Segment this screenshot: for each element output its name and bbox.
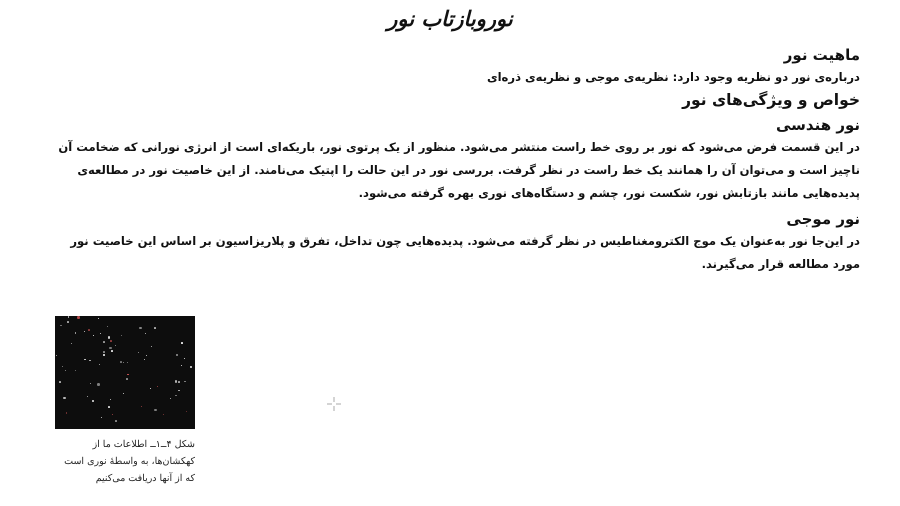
star-dot: [120, 361, 122, 363]
star-dot: [154, 327, 156, 329]
star-dot: [111, 350, 113, 352]
heading-geometric-light: نور هندسی: [775, 116, 860, 134]
star-dot: [92, 400, 95, 403]
star-dot: [109, 347, 112, 350]
star-dot: [110, 399, 111, 400]
page-title: نوروبازتاب نور: [387, 6, 513, 31]
star-dot: [108, 336, 111, 339]
star-dot: [127, 362, 128, 363]
star-dot: [123, 393, 125, 395]
star-dot: [97, 383, 100, 386]
star-dot: [59, 381, 61, 383]
star-dot: [139, 327, 142, 330]
star-dot: [63, 397, 66, 400]
star-dot: [100, 333, 101, 334]
star-dot: [186, 411, 187, 412]
star-dot: [141, 406, 142, 407]
star-dot: [75, 370, 76, 371]
star-dot: [87, 396, 89, 398]
star-dot: [98, 318, 99, 319]
star-dot: [184, 381, 186, 383]
star-dot: [107, 326, 108, 327]
paragraph-geometric-line-1: در این قسمت فرض می‌شود که نور بر روی خط راست منتشر می‌شود. منظور از یک پرتوی نور، باریکه‌ای است از انرژی نورانی که ضخامت آن: [58, 140, 860, 154]
paragraph-wave-line-2: مورد مطالعه قرار می‌گیرند.: [701, 257, 860, 271]
paragraph-wave-line-1: در این‌جا نور به‌عنوان یک موج الکترومغناطیس در نظر گرفته می‌شود. پدیده‌هایی چون تداخل، تفرق و پلاریزاسیون بر اساس این خاصیت نور: [70, 234, 860, 248]
heading-light-properties: خواص و ویژگی‌های نور: [682, 91, 860, 109]
star-dot: [103, 351, 105, 353]
star-dot: [145, 333, 146, 334]
star-dot: [175, 395, 177, 397]
star-dot: [66, 412, 68, 414]
star-dot: [123, 362, 125, 364]
star-dot: [115, 345, 117, 347]
star-dot: [181, 365, 182, 366]
paragraph-geometric-line-3: پدیده‌هایی مانند بازتابش نور، شکست نور، چشم و دستگاه‌های نوری بهره گرفته می‌شود.: [358, 186, 860, 200]
caption-line-2: کهکشان‌ها، به واسطهٔ نوری است: [64, 456, 195, 467]
star-dot: [103, 341, 105, 343]
star-dot: [88, 329, 90, 331]
caption-line-1: شکل ۴ــ۱ــ اطلاعات ما از: [92, 439, 195, 450]
star-dot: [67, 321, 69, 323]
galaxy-image: [55, 316, 195, 429]
star-dot: [126, 378, 128, 380]
paragraph-geometric-line-2: ناچیز است و می‌توان آن را همانند یک خط راست در نظر گرفت. بررسی نور در این حالت را اپتیک می‌نامند. از این خاصیت نور در مطالعه‌ی: [77, 163, 860, 177]
star-dot: [190, 366, 193, 369]
star-dot: [151, 346, 152, 347]
figure-caption: [55, 436, 195, 487]
star-dot: [56, 355, 57, 356]
crosshair-cursor-icon: [327, 397, 341, 411]
star-dot: [103, 354, 106, 357]
star-dot: [84, 359, 86, 361]
star-dot: [62, 366, 63, 367]
star-dot: [112, 414, 114, 416]
star-dot: [115, 420, 117, 422]
star-dot: [184, 358, 185, 359]
star-dot: [175, 380, 178, 383]
star-dot: [170, 398, 171, 399]
star-dot: [89, 360, 91, 362]
star-dot: [178, 381, 180, 383]
star-dot: [77, 316, 80, 319]
star-dot: [75, 332, 77, 334]
star-dot: [154, 409, 157, 412]
star-dot: [60, 325, 62, 327]
document-body: [40, 44, 860, 276]
star-dot: [163, 414, 165, 416]
star-dot: [71, 343, 72, 344]
paragraph-light-nature: درباره‌ی نور دو نظریه وجود دارد: نظریه‌ی موجی و نظریه‌ی ذره‌ای: [486, 70, 860, 84]
star-dot: [121, 335, 122, 336]
star-dot: [181, 342, 183, 344]
star-dot: [84, 331, 86, 333]
star-dot: [90, 383, 91, 384]
star-dot: [176, 354, 179, 357]
star-dot: [99, 364, 100, 365]
star-dot: [101, 417, 102, 418]
star-dot: [178, 390, 180, 392]
star-dot: [150, 388, 151, 389]
star-dot: [146, 355, 147, 356]
star-dot: [65, 370, 66, 371]
caption-line-3: که از آنها دریافت می‌کنیم: [95, 473, 195, 484]
star-dot: [93, 335, 94, 336]
star-dot: [157, 386, 158, 387]
star-dot: [138, 352, 139, 353]
star-dot: [110, 340, 112, 342]
star-dot: [108, 406, 110, 408]
star-dot: [144, 359, 145, 360]
star-dot: [127, 374, 129, 376]
heading-wave-light: نور موجی: [786, 210, 860, 228]
heading-light-nature: ماهیت نور: [783, 46, 860, 64]
star-dot: [68, 316, 70, 318]
